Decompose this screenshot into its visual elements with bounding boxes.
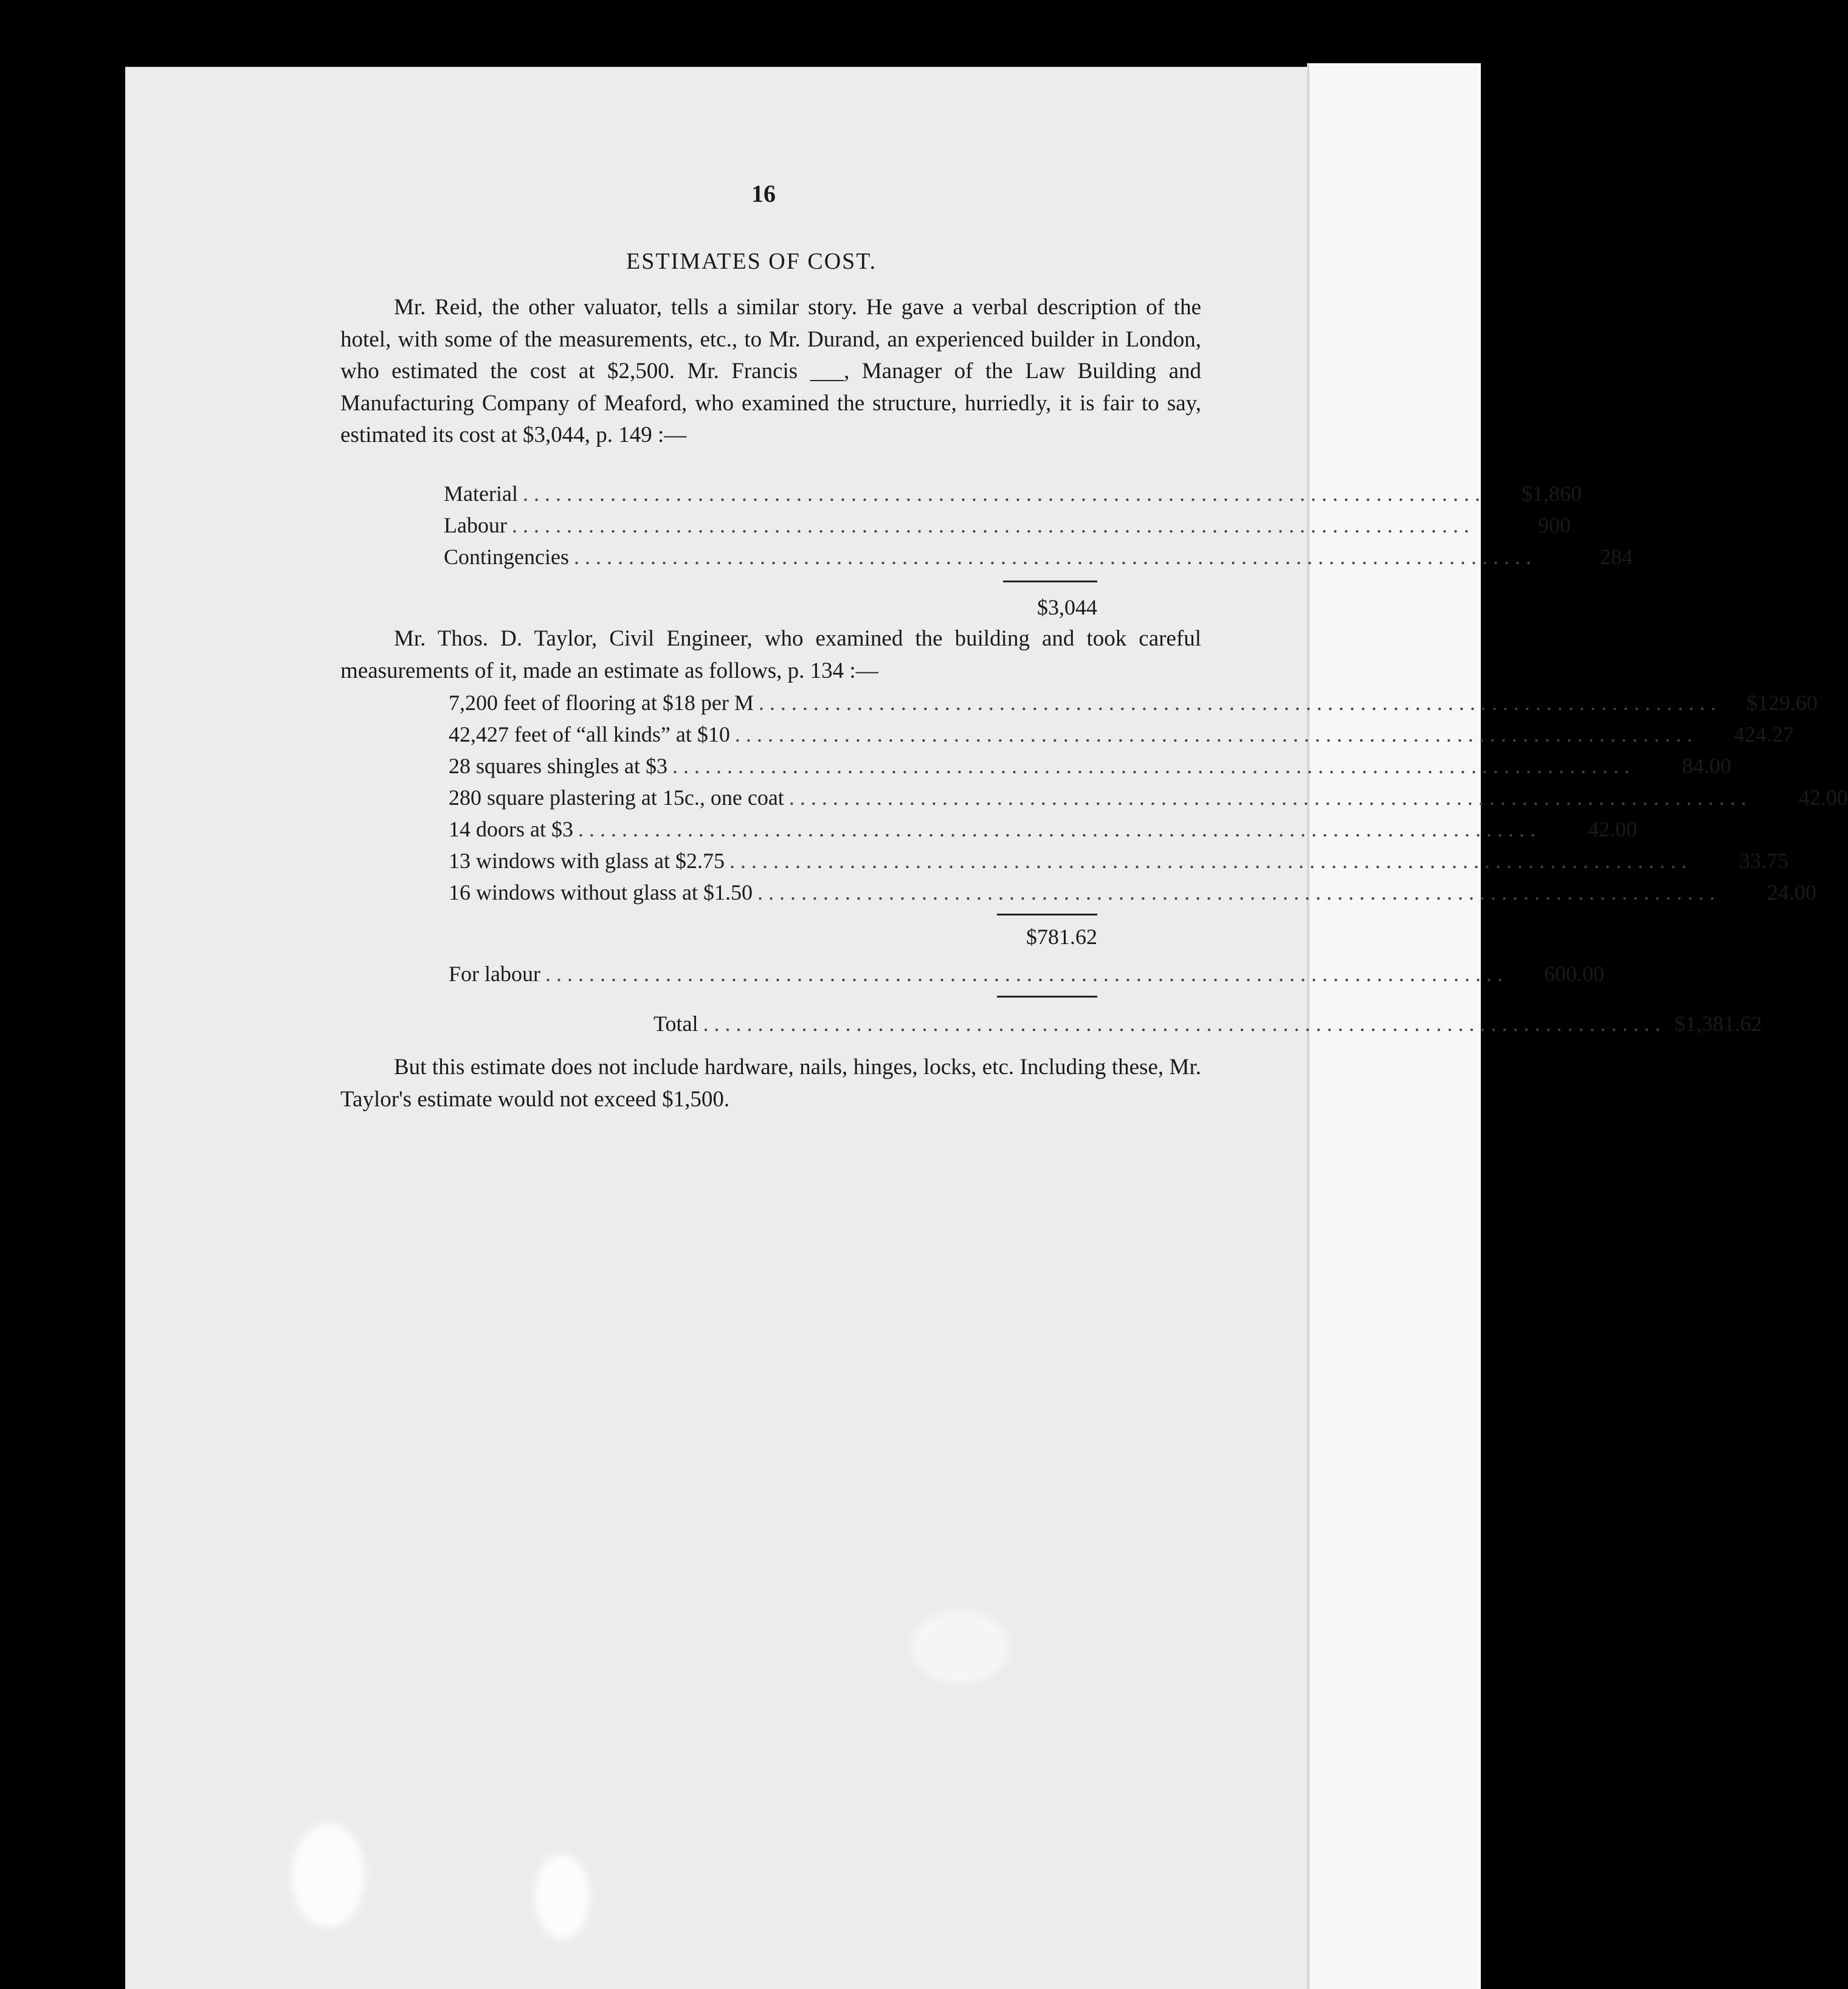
scan-smudge: [535, 1854, 590, 1939]
paragraph-hardware-text: But this estimate does not include hardware, nails, hinges, locks, etc. Including these, Mr. Taylor's estimate would not exceed $1,500.: [340, 1055, 1201, 1112]
estimate2-label: 16 windows without glass at $1.50: [449, 880, 753, 905]
estimate1-label: Material: [444, 481, 518, 506]
scan-smudge: [292, 1824, 365, 1927]
estimate2-amount: 42.00: [1798, 785, 1848, 810]
estimate2-amount: 42.00: [1587, 817, 1637, 841]
labour-label: For labour: [449, 962, 540, 986]
leader-dots: ........................................................................................: [734, 722, 1698, 746]
leader-dots: ........................................................................................: [511, 513, 1475, 537]
section-heading: ESTIMATES OF COST.: [626, 249, 877, 274]
estimate2-row: [449, 720, 1794, 749]
estimate2-label: 28 squares shingles at $3: [449, 754, 667, 778]
leader-dots: ........................................................................................: [522, 481, 1486, 506]
leader-dots: ........................................................................................: [573, 545, 1537, 569]
estimate2-amount: 33.75: [1739, 849, 1788, 873]
estimate1-row: [444, 542, 1633, 571]
estimate1-row: [444, 479, 1582, 508]
estimate1-amount: 284: [1599, 545, 1633, 569]
estimate2-label: 13 windows with glass at $2.75: [449, 849, 725, 873]
grand-total-amount: $1,381.62: [1674, 1012, 1762, 1036]
estimate1-amount: 900: [1537, 513, 1571, 537]
estimate1-label: Labour: [444, 513, 507, 537]
estimate2-subtotal: $781.62: [1026, 925, 1097, 949]
labour-row: [449, 959, 1604, 988]
estimate2-label: 14 doors at $3: [449, 817, 573, 841]
paragraph-taylor: [340, 623, 1201, 687]
estimate2-label: 42,427 feet of “all kinds” at $10: [449, 722, 730, 746]
paragraph-reid: [340, 292, 1201, 452]
estimate2-row: [449, 815, 1637, 844]
estimate2-amount: 24.00: [1767, 880, 1816, 905]
estimate1-amount: $1,860: [1521, 481, 1582, 506]
sum-rule: [1003, 581, 1097, 582]
scan-smudge: [912, 1611, 1009, 1684]
estimate2-amount: 84.00: [1681, 754, 1731, 778]
leader-dots: ........................................................................................: [758, 691, 1722, 715]
leader-dots: ........................................................................................: [757, 880, 1720, 905]
page-number: 16: [751, 180, 776, 207]
grand-total-row: [653, 1009, 1762, 1038]
paragraph-hardware: [340, 1052, 1201, 1115]
sum-rule: [997, 914, 1097, 915]
estimate2-row: [449, 846, 1788, 875]
leader-dots: ........................................................................................: [672, 754, 1635, 778]
estimate2-label: 280 square plastering at 15c., one coat: [449, 785, 784, 810]
paragraph-reid-text: Mr. Reid, the other valuator, tells a similar story. He gave a verbal description of the hotel, with some of the measurements, etc., to Mr. Durand, an experienced builder in London, who estimated the cost at $2,500. Mr. Francis ___, Manager of the Law Building and Manufacturing Company of Meaford, who examined the structure, hurriedly, it is fair to say, estimated its cost at $3,044, p. 149 :—: [340, 295, 1201, 447]
estimate2-amount: $129.60: [1746, 691, 1818, 715]
leader-dots: ........................................................................................: [729, 849, 1692, 873]
leader-dots: ........................................................................................: [545, 962, 1508, 986]
sum-rule: [997, 996, 1097, 998]
leader-dots: ........................................................................................: [703, 1012, 1666, 1036]
estimate2-amount: 424.27: [1733, 722, 1794, 746]
estimate2-label: 7,200 feet of flooring at $18 per M: [449, 691, 754, 715]
estimate2-row: [449, 688, 1818, 717]
leader-dots: ........................................................................................: [788, 785, 1752, 810]
estimate1-total: $3,044: [1037, 595, 1097, 619]
labour-amount: 600.00: [1543, 962, 1604, 986]
estimate1-label: Contingencies: [444, 545, 569, 569]
estimate2-row: [449, 878, 1816, 907]
leader-dots: ........................................................................................: [578, 817, 1541, 841]
grand-total-label: Total: [653, 1012, 698, 1036]
estimate2-row: [449, 783, 1848, 812]
estimate1-row: [444, 511, 1571, 540]
paragraph-taylor-text: Mr. Thos. D. Taylor, Civil Engineer, who examined the building and took careful measurements of it, made an estimate as follows, p. 134 :—: [340, 626, 1201, 683]
estimate2-row: [449, 751, 1731, 781]
